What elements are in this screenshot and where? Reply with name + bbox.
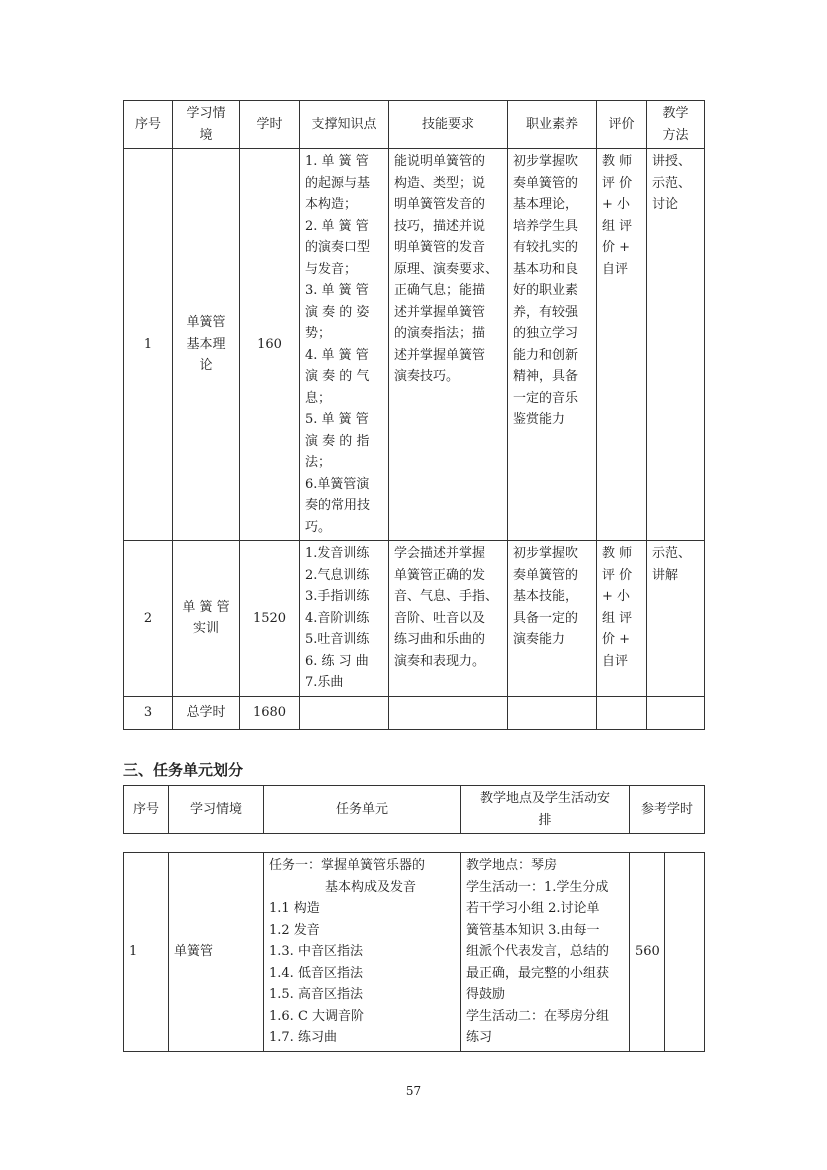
- header-cell: 教学地点及学生活动安 排: [461, 786, 630, 834]
- task-item: 1.6. C 大调音阶: [269, 1008, 365, 1024]
- task-item: 1.1 构造: [269, 901, 320, 916]
- header-cell: 学习情境: [169, 786, 264, 834]
- row-number: 3: [124, 696, 173, 729]
- task-unit-header-table: [123, 785, 705, 834]
- literacy-cell: 初步掌握吹 奏单簧管的 基本技能， 具备一定的 演奏能力: [508, 541, 597, 697]
- header-cell: 序号: [124, 786, 169, 834]
- header-cell: 技能要求: [389, 101, 508, 149]
- header-cell: 序号: [124, 101, 173, 149]
- table-row: [124, 149, 705, 541]
- hours-cell: 1520: [240, 541, 300, 697]
- header-cell: 支撑知识点: [300, 101, 389, 149]
- table-header-row: [124, 786, 705, 834]
- task-item: 1.5. 高音区指法: [269, 987, 363, 1002]
- table-row: [124, 541, 705, 697]
- task-unit-table: [123, 852, 705, 1052]
- task-item: 1.7. 练习曲: [269, 1030, 337, 1045]
- task-item: 1.2 发音: [269, 922, 320, 938]
- hours-cell: 1680: [240, 696, 300, 729]
- situation-cell: 单 簧 管 实训: [173, 541, 240, 697]
- header-cell: 职业素养: [508, 101, 597, 149]
- empty-cell: [665, 853, 705, 1052]
- skills-cell: [389, 696, 508, 729]
- skills-cell: 能说明单簧管的 构造、类型；说 明单簧管发音的 技巧，描述并说 明单簧管的发音 原理、演奏要求、 正确气息；能描 述并掌握单簧管 的演奏指法；描 述并掌握单簧管 演奏技巧。: [389, 149, 508, 541]
- task-title: 任务一：掌握单簧管乐器的: [269, 858, 426, 873]
- table-row: [124, 853, 705, 1052]
- row-number: 1: [124, 149, 173, 541]
- hours-cell: 560: [630, 853, 665, 1052]
- header-cell: 参考学时: [630, 786, 705, 834]
- table-row: [124, 696, 705, 729]
- activities-cell: 教学地点：琴房 学生活动一：1.学生分成 若干学习小组 2.讨论单 簧管基本知识 3.由每一 组派个代表发言，总结的 最正确，最完整的小组获 得鼓励 学生活动二：在琴房分组 练习: [461, 853, 630, 1052]
- method-cell: 讲授、 示范、 讨论: [647, 149, 705, 541]
- literacy-cell: 初步掌握吹 奏单簧管的 基本理论， 培养学生具 有较扎实的 基本功和良 好的职业素 养，有较强 的独立学习 能力和创新 精神，具备 一定的音乐 鉴赏能力: [508, 149, 597, 541]
- hours-cell: 160: [240, 149, 300, 541]
- table-header-row: [124, 101, 705, 149]
- header-cell: 教学 方法: [647, 101, 705, 149]
- header-cell: 学习情 境: [173, 101, 240, 149]
- knowledge-cell: 1. 单 簧 管 的起源与基 本构造； 2. 单 簧 管 的演奏口型 与发音； 3. 单 簧 管 演 奏 的 姿 势； 4. 单 簧 管 演 奏 的 气 息； 5. 单 簧 管 演 奏 的 指 法； 6.单簧管演 奏的常用技 巧。: [300, 149, 389, 541]
- method-cell: [647, 696, 705, 729]
- literacy-cell: [508, 696, 597, 729]
- skills-cell: 学会描述并掌握 单簧管正确的发 音、气息、手指、 音阶、吐音以及 练习曲和乐曲的 演奏和表现力。: [389, 541, 508, 697]
- knowledge-cell: 1.发音训练 2.气息训练 3.手指训练 4.音阶训练 5.吐音训练 6. 练 习 曲 7.乐曲: [300, 541, 389, 697]
- row-number: 1: [124, 853, 169, 1052]
- header-cell: 任务单元: [264, 786, 461, 834]
- task-cell: [264, 853, 461, 1052]
- task-title-continued: 基本构成及发音: [325, 879, 417, 895]
- task-item: 1.4. 低音区指法: [269, 965, 363, 981]
- header-cell: 评价: [597, 101, 647, 149]
- situation-cell: 单簧管 基本理 论: [173, 149, 240, 541]
- page-number: 57: [405, 1084, 422, 1098]
- curriculum-table: [123, 100, 705, 730]
- task-item: 1.3. 中音区指法: [269, 944, 363, 959]
- evaluation-cell: 教 师 评 价 + 小 组 评 价 + 自评: [597, 149, 647, 541]
- method-cell: 示范、 讲解: [647, 541, 705, 697]
- evaluation-cell: 教 师 评 价 + 小 组 评 价 + 自评: [597, 541, 647, 697]
- evaluation-cell: [597, 696, 647, 729]
- row-number: 2: [124, 541, 173, 697]
- situation-cell: 总学时: [173, 696, 240, 729]
- knowledge-cell: [300, 696, 389, 729]
- situation-cell: 单簧管: [169, 853, 264, 1052]
- section-title: 三、任务单元划分: [123, 761, 244, 779]
- header-cell: 学时: [240, 101, 300, 149]
